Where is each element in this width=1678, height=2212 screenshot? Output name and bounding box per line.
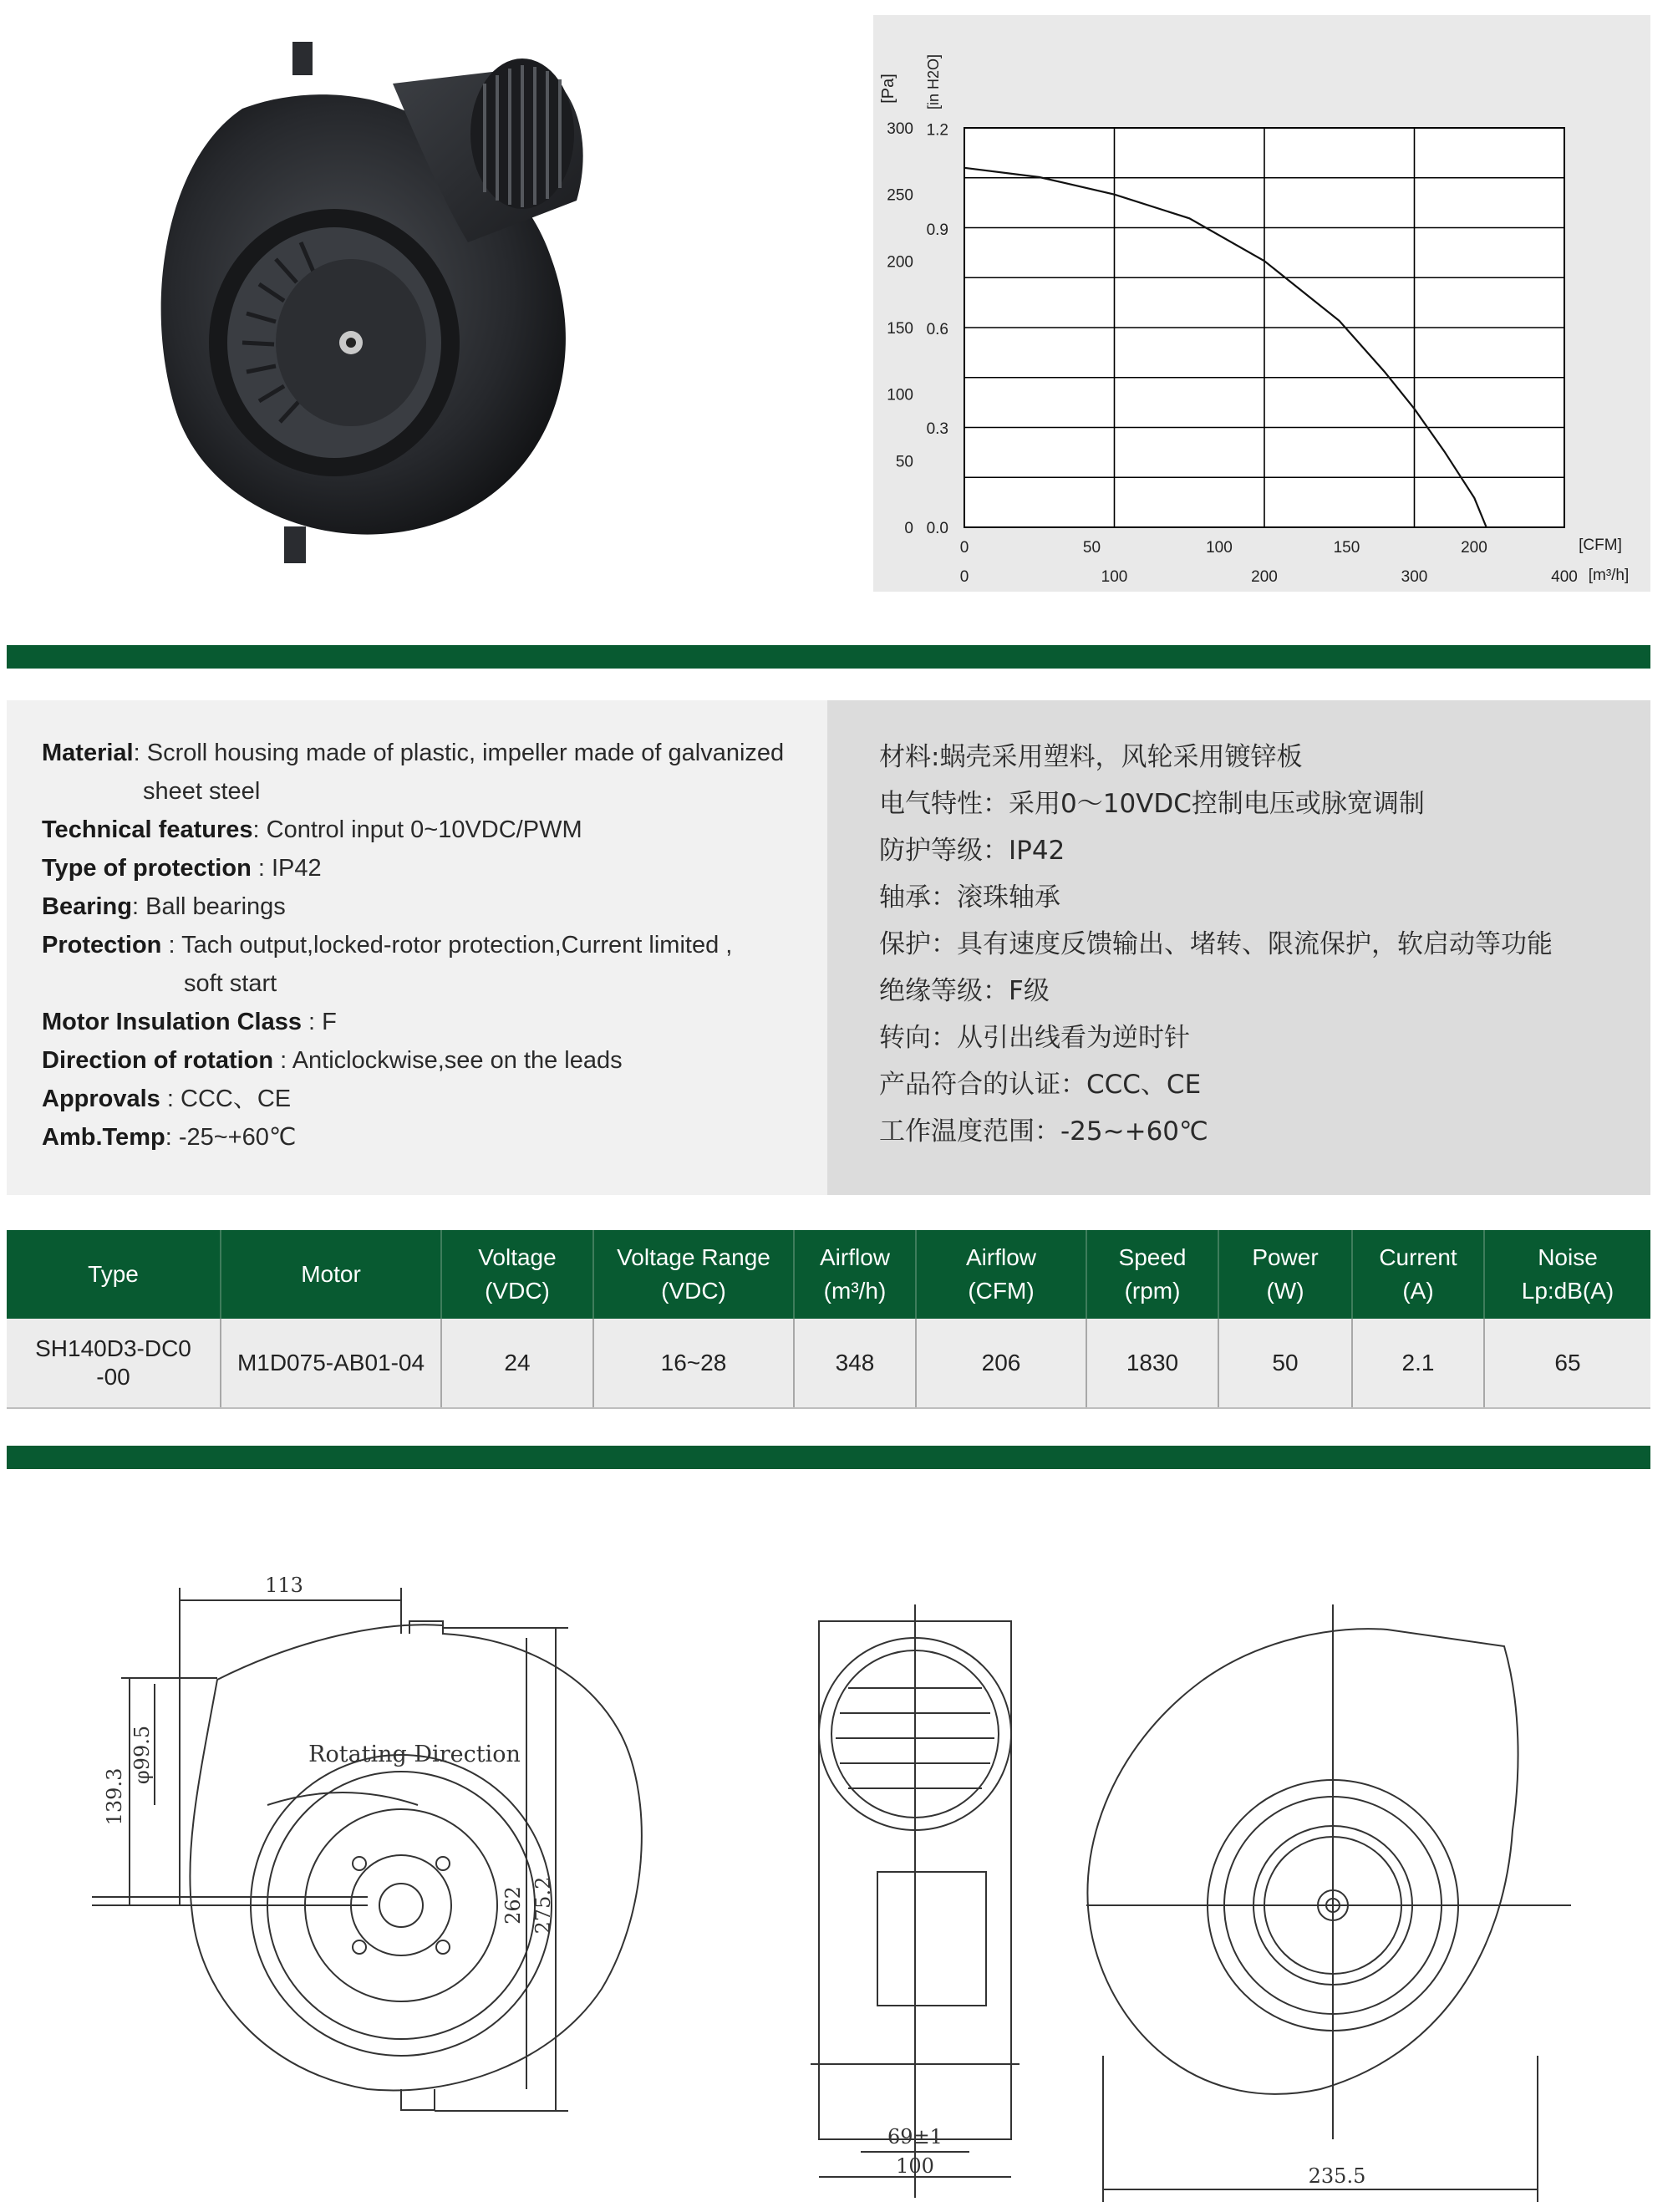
y-left-tick-label: 200 — [887, 253, 913, 272]
spec-cn-material: 材料:蜗壳采用塑料，风轮采用镀锌板 — [879, 742, 1303, 772]
y-right-tick-label: 1.2 — [926, 121, 948, 140]
spec-protection: Protection : Tach output,locked-rotor protection,Current limited , — [42, 932, 733, 959]
col-header-current: Current (A) — [1352, 1230, 1484, 1319]
back-view-drawing — [1086, 1604, 1571, 2202]
y-left-axis-label: [Pa] — [879, 74, 897, 104]
side-view-drawing — [811, 1604, 1020, 2198]
col-header-voltage-range: Voltage Range (VDC) — [593, 1230, 794, 1319]
cell-current: 2.1 — [1352, 1319, 1484, 1408]
x-top-tick-label: 150 — [1333, 539, 1360, 557]
cell-speed: 1830 — [1086, 1319, 1218, 1408]
y-right-tick-label: 0.3 — [926, 420, 948, 438]
x-bottom-tick-label: 200 — [1251, 568, 1278, 586]
spec-cn-rotation: 转向：从引出线看为逆时针 — [879, 1023, 1190, 1053]
col-header-noise: Noise Lp:dB(A) — [1484, 1230, 1650, 1319]
spec-cn-protection: 保护：具有速度反馈输出、堵转、限流保护，软启动等功能 — [879, 929, 1553, 959]
y-left-ticks — [887, 120, 913, 537]
y-left-tick-label: 250 — [887, 186, 913, 205]
y-left-tick-label: 0 — [904, 520, 913, 537]
y-right-tick-label: 0.0 — [926, 520, 948, 537]
y-right-tick-label: 0.6 — [926, 320, 948, 338]
blower-photo-icon — [142, 33, 610, 585]
x-bottom-axis-label: [m³/h] — [1588, 567, 1630, 584]
col-header-airflow-m3h: Airflow (m³/h) — [794, 1230, 916, 1319]
cell-voltage-range: 16~28 — [593, 1319, 794, 1408]
col-header-airflow-cfm: Airflow (CFM) — [916, 1230, 1086, 1319]
col-header-speed: Speed (rpm) — [1086, 1230, 1218, 1319]
y-right-ticks — [927, 122, 948, 537]
dim-front-left: 139.3 — [103, 1767, 126, 1826]
spec-direction-of-rotation: Direction of rotation : Anticlockwise,see on the leads — [42, 1047, 623, 1074]
x-bottom-tick-label: 300 — [1401, 568, 1428, 586]
x-bottom-ticks — [960, 568, 1578, 586]
dim-side-depth: 100 — [896, 2154, 934, 2178]
spec-cn-bearing: 轴承：滚珠轴承 — [879, 882, 1060, 913]
table-header-row — [7, 1230, 1650, 1319]
cell-noise: 65 — [1484, 1319, 1650, 1408]
x-top-tick-label: 50 — [1082, 539, 1101, 557]
specs-english — [7, 700, 827, 1195]
rotating-direction-label: Rotating Direction — [308, 1742, 521, 1767]
spec-bearing: Bearing: Ball bearings — [42, 893, 286, 920]
y-left-tick-label: 100 — [887, 386, 913, 404]
y-right-axis-label: [in H2O] — [925, 53, 942, 110]
y-left-tick-label: 150 — [887, 320, 913, 338]
y-left-tick-label: 300 — [887, 120, 913, 138]
dim-front-width: 113 — [265, 1574, 303, 1597]
spec-cn-insulation: 绝缘等级：F级 — [879, 976, 1050, 1006]
spec-material: Material: Scroll housing made of plastic, impeller made of galvanized — [42, 740, 785, 766]
divider-bar-top — [7, 645, 1650, 669]
x-bottom-tick-label: 100 — [1101, 568, 1128, 586]
x-bottom-tick-label: 0 — [959, 568, 969, 586]
front-view-drawing — [92, 1588, 642, 2111]
y-left-tick-label: 50 — [895, 453, 913, 471]
dim-front-inlet: φ99.5 — [130, 1725, 154, 1785]
spec-material-cont: sheet steel — [143, 778, 261, 805]
x-top-tick-label: 100 — [1206, 539, 1233, 557]
x-top-axis-label: [CFM] — [1579, 536, 1622, 554]
cell-airflow-cfm: 206 — [916, 1319, 1086, 1408]
col-header-motor: Motor — [221, 1230, 441, 1319]
spec-type-of-protection: Type of protection : IP42 — [42, 855, 322, 882]
cell-type: SH140D3-DC0 -00 — [7, 1319, 221, 1408]
dim-side-depth-tol: 69±1 — [887, 2125, 943, 2148]
y-right-tick-label: 0.9 — [926, 221, 948, 239]
col-header-voltage: Voltage (VDC) — [441, 1230, 593, 1319]
cell-voltage: 24 — [441, 1319, 593, 1408]
dim-back-width: 235.5 — [1308, 2164, 1366, 2188]
x-top-tick-label: 200 — [1461, 539, 1487, 557]
spec-insulation-class: Motor Insulation Class : F — [42, 1009, 337, 1035]
dim-front-h1: 262 — [501, 1886, 525, 1925]
cell-motor: M1D075-AB01-04 — [221, 1319, 441, 1408]
spec-cn-electrical: 电气特性：采用0～10VDC控制电压或脉宽调制 — [879, 789, 1425, 819]
spec-cn-protection-class: 防护等级：IP42 — [879, 836, 1065, 866]
cell-airflow-m3h: 348 — [794, 1319, 916, 1408]
dimension-drawings — [50, 1554, 1638, 2206]
col-header-type: Type — [7, 1230, 221, 1319]
x-bottom-tick-label: 400 — [1551, 568, 1578, 586]
specification-table — [7, 1230, 1650, 1409]
col-header-power: Power (W) — [1218, 1230, 1352, 1319]
spec-cn-temp: 工作温度范围：-25~+60℃ — [879, 1116, 1208, 1147]
spec-amb-temp: Amb.Temp: -25~+60℃ — [42, 1124, 297, 1151]
x-top-ticks — [960, 539, 1487, 557]
cell-power: 50 — [1218, 1319, 1352, 1408]
spec-approvals: Approvals : CCC、CE — [42, 1086, 292, 1112]
specs-chinese — [827, 700, 1650, 1195]
spec-technical-features: Technical features: Control input 0~10VDC/PWM — [42, 816, 582, 843]
performance-chart — [873, 15, 1650, 592]
x-top-tick-label: 0 — [959, 539, 969, 557]
divider-bar-bottom — [7, 1446, 1650, 1469]
spec-protection-cont: soft start — [184, 970, 277, 997]
dim-front-h2: 275.2 — [531, 1876, 555, 1935]
table-row — [7, 1319, 1650, 1408]
spec-cn-approvals: 产品符合的认证：CCC、CE — [879, 1070, 1202, 1100]
